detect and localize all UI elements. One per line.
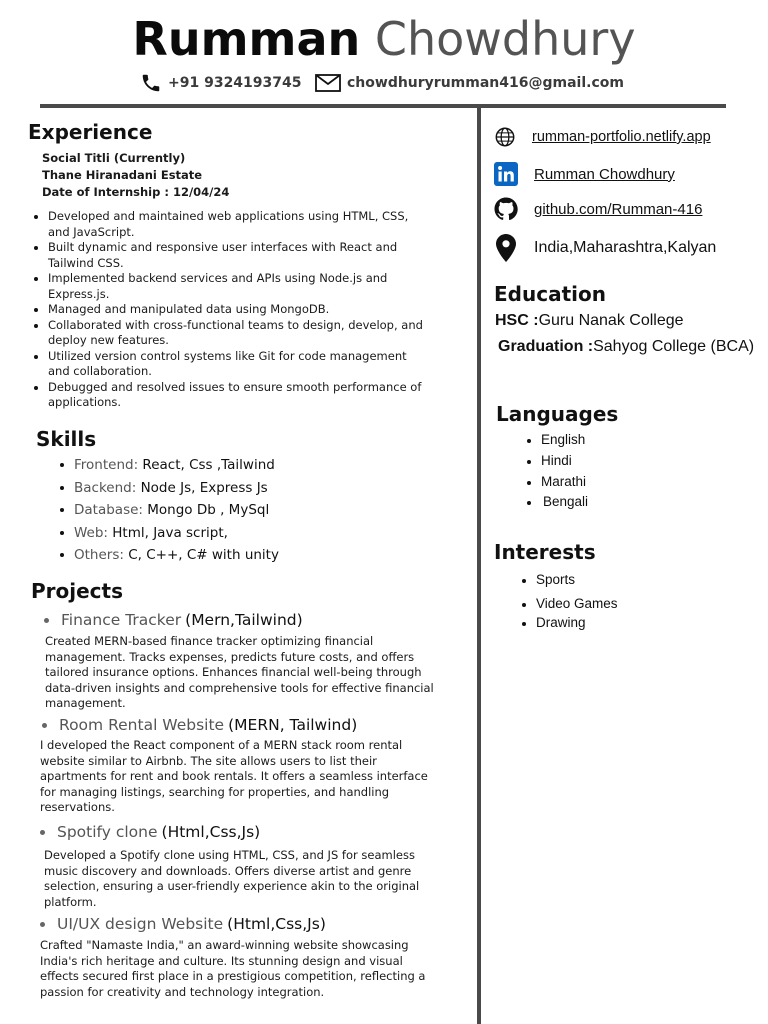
interests-heading: Interests bbox=[494, 540, 596, 564]
skill-values: C, C++, C# with unity bbox=[123, 547, 279, 563]
portfolio-link[interactable]: rumman-portfolio.netlify.app bbox=[532, 129, 711, 145]
skill-values: Html, Java script, bbox=[107, 524, 228, 541]
experience-bullet: Collaborated with cross-functional teams to design, develop, and deploy new features. bbox=[28, 318, 428, 349]
project-name: Room Rental Website bbox=[59, 716, 225, 734]
skill-values: React, Css ,Tailwind bbox=[138, 457, 275, 473]
education-heading: Education bbox=[494, 282, 606, 306]
language-item: Marathi bbox=[527, 474, 588, 494]
project-description: I developed the React component of a MERN stack room rental website similar to Airbnb. The site allows users to list their apartments for rent and book rentals. It offers a seamless interface for managing listings, searching for properties, and handling reservations. bbox=[40, 738, 428, 815]
project-tech: (MERN, Tailwind) bbox=[228, 716, 358, 734]
envelope-icon bbox=[315, 74, 341, 92]
skill-item bbox=[58, 478, 279, 501]
skill-category: Frontend: bbox=[74, 457, 139, 473]
github-link[interactable]: github.com/Rumman-416 bbox=[534, 200, 703, 218]
experience-company: Social Titli (Currently) bbox=[42, 151, 186, 165]
skill-category: Database: bbox=[74, 502, 143, 518]
skill-category: Web: bbox=[74, 524, 108, 541]
globe-icon bbox=[494, 126, 516, 148]
bullet-dot bbox=[42, 723, 47, 728]
skill-values: Node Js, Express Js bbox=[136, 479, 268, 496]
experience-date: Date of Internship : 12/04/24 bbox=[42, 185, 230, 199]
skill-category: Backend: bbox=[74, 479, 137, 496]
interest-item: Drawing bbox=[522, 615, 618, 635]
project-title bbox=[40, 915, 326, 933]
portfolio-link-row[interactable] bbox=[494, 126, 711, 148]
email-contact bbox=[315, 72, 624, 94]
project-tech: (Html,Css,Js) bbox=[227, 915, 326, 933]
experience-bullet: Debugged and resolved issues to ensure smooth performance of applications. bbox=[28, 380, 428, 411]
skills-list bbox=[58, 455, 279, 568]
hsc-label: HSC : bbox=[495, 312, 539, 329]
phone-icon bbox=[140, 72, 162, 94]
experience-bullet: Built dynamic and responsive user interfaces with React and Tailwind CSS. bbox=[28, 240, 428, 271]
project-title bbox=[42, 716, 357, 734]
interest-item: Sports bbox=[522, 572, 618, 596]
skill-category: Others: bbox=[74, 547, 124, 563]
skill-item bbox=[58, 523, 279, 546]
project-description: Developed a Spotify clone using HTML, CSS, and JS for seamless music discovery and downloads. Offers diverse artist and genre selection, ensuring a user-friendly experience akin to the original platform. bbox=[44, 848, 420, 909]
linkedin-link[interactable]: Rumman Chowdhury bbox=[534, 165, 675, 183]
languages-heading: Languages bbox=[496, 402, 619, 426]
experience-bullet: Utilized version control systems like Git for code management and collaboration. bbox=[28, 349, 428, 380]
project-description: Crafted "Namaste India," an award-winning website showcasing India's rich heritage and culture. Its stunning design and visual effects secured first place in a prestigious competition, reflecting a passion for creativity and technology integration. bbox=[40, 938, 426, 999]
bullet-dot bbox=[40, 830, 45, 835]
graduation-label: Graduation : bbox=[498, 338, 594, 355]
location-pin-icon bbox=[496, 234, 516, 262]
project-name: UI/UX design Website bbox=[57, 915, 224, 933]
projects-heading: Projects bbox=[31, 579, 124, 603]
experience-meta bbox=[42, 150, 229, 201]
project-name: Spotify clone bbox=[57, 823, 158, 841]
linkedin-icon bbox=[494, 162, 518, 186]
language-item: Bengali bbox=[527, 494, 588, 514]
skills-heading: Skills bbox=[36, 427, 97, 451]
language-item: Hindi bbox=[527, 453, 588, 474]
experience-bullet: Managed and manipulated data using MongoDB. bbox=[28, 302, 428, 318]
resume-name bbox=[0, 10, 768, 68]
project-tech: (Html,Css,Js) bbox=[161, 823, 261, 841]
last-name: Chowdhury bbox=[374, 12, 636, 66]
experience-location: Thane Hiranadani Estate bbox=[42, 168, 203, 182]
interests-list bbox=[522, 572, 618, 635]
languages-list bbox=[527, 432, 588, 514]
phone-number: +91 9324193745 bbox=[168, 75, 302, 91]
education-hsc bbox=[495, 312, 684, 330]
experience-bullet: Developed and maintained web applications using HTML, CSS, and JavaScript. bbox=[28, 209, 428, 240]
skill-item bbox=[58, 455, 279, 478]
first-name: Rumman bbox=[132, 12, 361, 66]
linkedin-link-row[interactable] bbox=[494, 162, 675, 186]
project-name: Finance Tracker bbox=[61, 611, 182, 629]
experience-bullets bbox=[28, 209, 428, 411]
skill-item bbox=[58, 545, 279, 568]
education-graduation bbox=[498, 338, 754, 356]
skill-item bbox=[58, 500, 279, 523]
column-divider bbox=[477, 108, 481, 1024]
interest-item: Video Games bbox=[522, 596, 618, 615]
bullet-dot bbox=[44, 618, 49, 623]
project-description: Created MERN-based finance tracker optimizing financial management. Tracks expenses, predicts future costs, and offers tailored insurance options. Enhances financial well-being through data-driven insights and comprehensive tools for effective financial management. bbox=[45, 634, 434, 711]
language-item: English bbox=[527, 432, 588, 453]
github-link-row[interactable] bbox=[494, 197, 702, 221]
experience-heading: Experience bbox=[28, 120, 153, 144]
bullet-dot bbox=[40, 922, 45, 927]
skill-values: Mongo Db , MySql bbox=[142, 502, 270, 518]
location-text: India,Maharashtra,Kalyan bbox=[534, 239, 717, 256]
location-row bbox=[496, 234, 716, 262]
phone-contact bbox=[140, 72, 302, 94]
hsc-value: Guru Nanak College bbox=[538, 312, 684, 329]
project-tech: (Mern,Tailwind) bbox=[185, 611, 303, 629]
graduation-value: Sahyog College (BCA) bbox=[593, 338, 755, 355]
email-address: chowdhuryrumman416@gmail.com bbox=[347, 75, 624, 91]
github-icon bbox=[494, 197, 518, 221]
project-title bbox=[40, 823, 260, 841]
experience-bullet: Implemented backend services and APIs using Node.js and Express.js. bbox=[28, 271, 428, 302]
header-divider bbox=[40, 104, 726, 108]
project-title bbox=[44, 611, 303, 629]
